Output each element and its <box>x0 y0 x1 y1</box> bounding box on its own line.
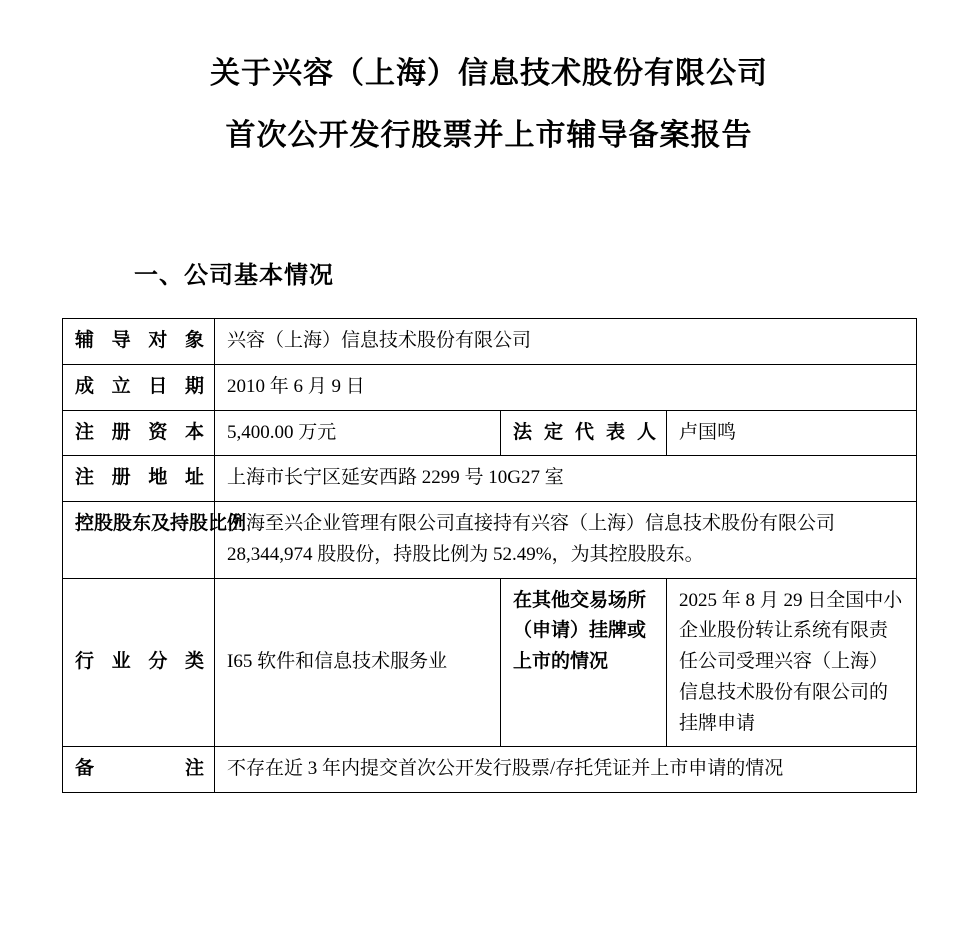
row-label-registered-capital: 注册资本 <box>63 410 215 456</box>
row-value-industry-classification: I65 软件和信息技术服务业 <box>215 578 501 747</box>
table-row <box>63 502 917 579</box>
row-label-other-exchange-listing: 在其他交易场所（申请）挂牌或上市的情况 <box>501 578 667 747</box>
table-row <box>63 578 917 747</box>
section-heading: 一、公司基本情况 <box>134 263 334 289</box>
table-row <box>63 319 917 365</box>
row-label-industry-classification: 行业分类 <box>63 578 215 747</box>
table-row <box>63 747 917 793</box>
row-label-registered-address: 注册地址 <box>63 456 215 502</box>
page-title-line-2: 首次公开发行股票并上市辅导备案报告 <box>225 118 753 152</box>
company-info-table-wrapper <box>62 290 916 793</box>
row-value-other-exchange-listing: 2025 年 8 月 29 日全国中小企业股份转让系统有限责任公司受理兴容（上海）信息技术股份有限公司的挂牌申请 <box>667 578 917 747</box>
table-row <box>63 410 917 456</box>
row-value-establish-date: 2010 年 6 月 9 日 <box>215 364 917 410</box>
row-value-legal-representative: 卢国鸣 <box>667 410 917 456</box>
row-value-remarks: 不存在近 3 年内提交首次公开发行股票/存托凭证并上市申请的情况 <box>215 747 917 793</box>
row-label-supervised-entity: 辅导对象 <box>63 319 215 365</box>
row-label-legal-representative: 法定代表人 <box>501 410 667 456</box>
row-value-controlling-shareholder: 上海至兴企业管理有限公司直接持有兴容（上海）信息技术股份有限公司 28,344,974 股股份，持股比例为 52.49%，为其控股股东。 <box>215 502 917 579</box>
row-label-establish-date: 成立日期 <box>63 364 215 410</box>
row-value-registered-capital: 5,400.00 万元 <box>215 410 501 456</box>
row-label-remarks: 备注 <box>63 747 215 793</box>
table-row <box>63 456 917 502</box>
row-label-controlling-shareholder: 控股股东及持股比例 <box>63 502 215 579</box>
table-row <box>63 364 917 410</box>
company-info-table <box>62 318 917 793</box>
row-value-registered-address: 上海市长宁区延安西路 2299 号 10G27 室 <box>215 456 917 502</box>
page-title-line-1: 关于兴容（上海）信息技术股份有限公司 <box>210 57 768 90</box>
row-value-supervised-entity: 兴容（上海）信息技术股份有限公司 <box>215 319 917 365</box>
